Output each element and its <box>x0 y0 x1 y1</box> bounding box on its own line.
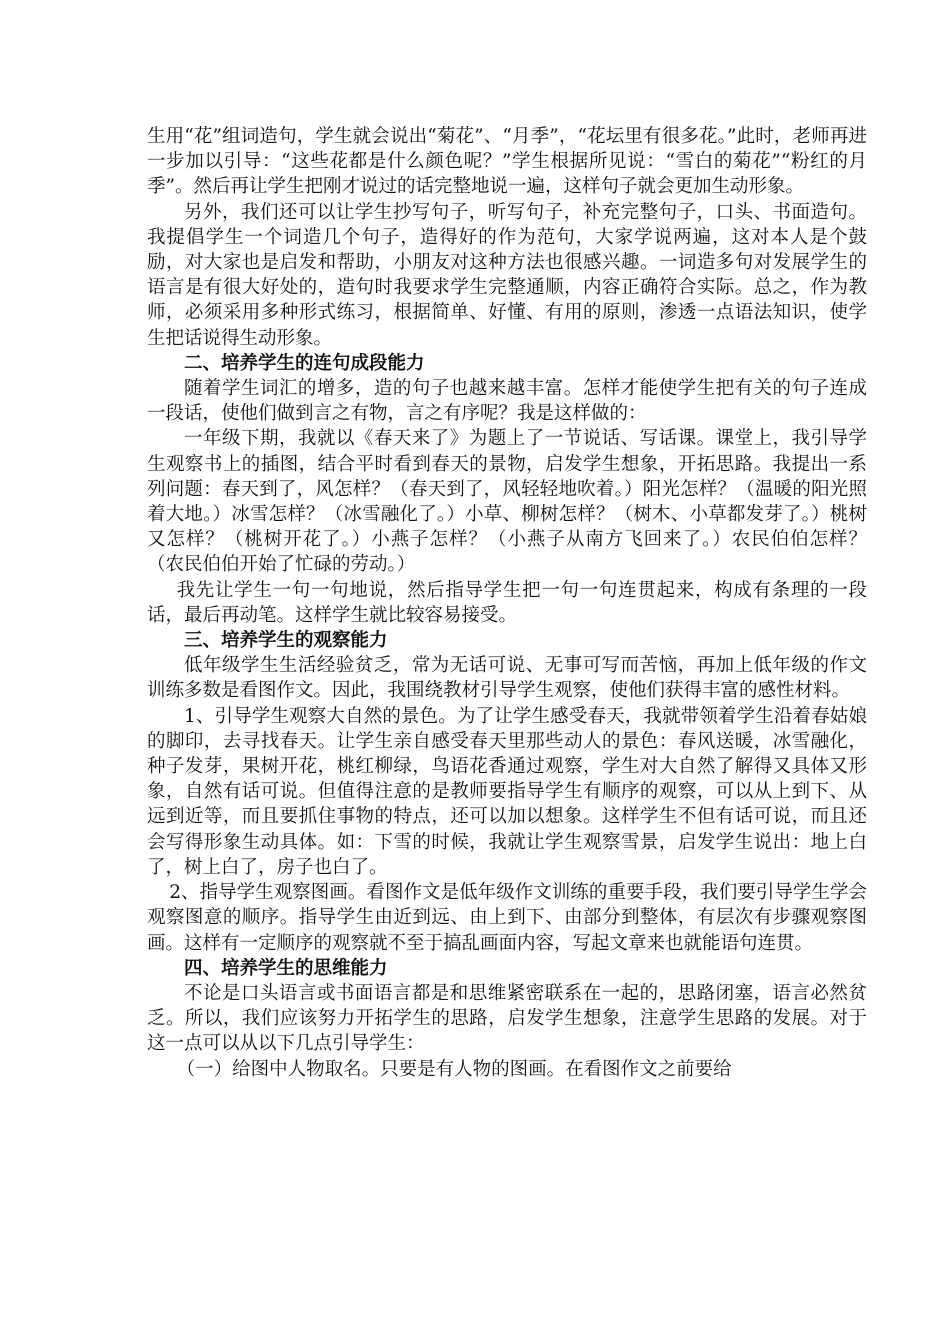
paragraph-10: （一）给图中人物取名。只要是有人物的图画。在看图作文之前要给 <box>176 1058 732 1080</box>
paragraph-9: 不论是口头语言或书面语言都是和思维紧密联系在一起的，思路闭塞，语言必然贫乏。所以，我们应该努力开拓学生的思路，启发学生想象，注意学生思路的发展。对于这一点可以从以下几点引导学生： <box>147 982 867 1055</box>
paragraph-8: 2、指导学生观察图画。看图作文是低年级作文训练的重要手段，我们要引导学生学会观察图意的顺序。指导学生由近到远、由上到下、由部分到整体，有层次有步骤观察图画。这样有一定顺序的观察就不至于搞乱画面内容，写起文章来也就能语句连贯。 <box>147 882 867 954</box>
paragraph-2: 另外，我们还可以让学生抄写句子，听写句子，补充完整句子，口头、书面造句。我提倡学生一个词造几个句子，造得好的作为范句，大家学说两遍，这对本人是个鼓励，对大家也是启发和帮助，小朋友对这种方法也很感兴趣。一词造多句对发展学生的语言是有很大好处的，造句时我要求学生完整通顺，内容正确符合实际。总之，作为教师，必须采用多种形式练习，根据简单、好懂、有用的原则，渗透一点语法知识，使学生把话说得生动形象。 <box>147 201 867 349</box>
section-heading-2: 二、培养学生的连句成段能力 <box>184 352 425 374</box>
document-page <box>147 124 867 1082</box>
paragraph-5: 我先让学生一句一句地说，然后指导学生把一句一句连贯起来，构成有条理的一段话，最后再动笔。这样学生就比较容易接受。 <box>147 579 867 626</box>
paragraph-3: 随着学生词汇的增多，造的句子也越来越丰富。怎样才能使学生把有关的句子连成一段话，使他们做到言之有物，言之有序呢？我是这样做的： <box>147 378 867 425</box>
paragraph-7: 1、引导学生观察大自然的景色。为了让学生感受春天，我就带领着学生沿着春姑娘的脚印，去寻找春天。让学生亲自感受春天里那些动人的景色：春风送暖，冰雪融化，种子发芽，果树开花，桃红柳绿，鸟语花香通过观察，学生对大自然了解得又具体又形象，自然有话可说。但值得注意的是教师要指导学生有顺序的观察，可以从上到下、从远到近等，而且要抓住事物的特点，还可以加以想象。这样学生不但有话可说，而且还会写得形象生动具体。如：下雪的时候，我就让学生观察雪景，启发学生说出：地上白了，树上白了，房子也白了。 <box>147 705 867 878</box>
paragraph-4: 一年级下期，我就以《春天来了》为题上了一节说话、写话课。课堂上，我引导学生观察书上的插图，结合平时看到春天的景物，启发学生想象，开拓思路。我提出一系列问题：春天到了，风怎样？（春天到了，风轻轻地吹着。）阳光怎样？（温暖的阳光照着大地。）冰雪怎样？（冰雪融化了。）小草、柳树怎样？（树木、小草都发芽了。）桃树又怎样？（桃树开花了。）小燕子怎样？（小燕子从南方飞回来了。）农民伯伯怎样？（农民伯伯开始了忙碌的劳动。） <box>147 428 867 576</box>
paragraph-1: 生用“花”组词造句，学生就会说出“菊花”、“月季”，“花坛里有很多花。”此时，老师再进一步加以引导：“这些花都是什么颜色呢？”学生根据所见说：“雪白的菊花”“粉红的月季”。然后再让学生把刚才说过的话完整地说一遍，这样句子就会更加生动形象。 <box>147 126 867 198</box>
paragraph-6: 低年级学生生活经验贫乏，常为无话可说、无事可写而苦恼，再加上低年级的作文训练多数是看图作文。因此，我围绕教材引导学生观察，使他们获得丰富的感性材料。 <box>147 655 867 702</box>
section-heading-4: 四、培养学生的思维能力 <box>184 957 388 979</box>
section-heading-3: 三、培养学生的观察能力 <box>184 630 388 652</box>
